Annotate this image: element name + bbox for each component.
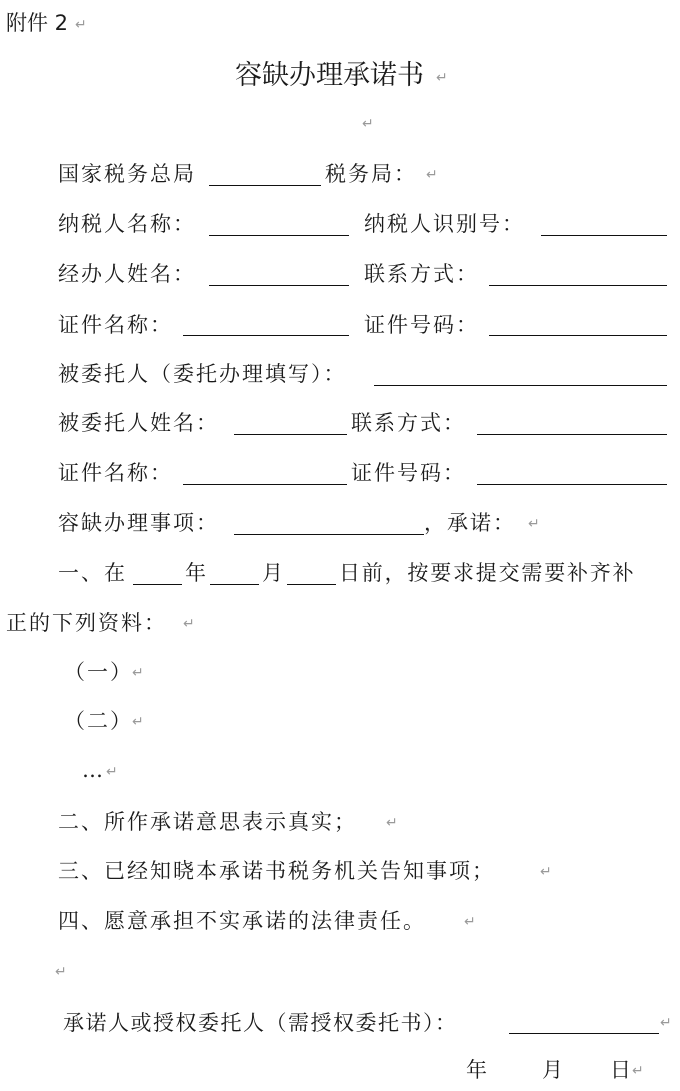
ellipsis-text: … [82, 758, 105, 782]
delegate-cert-name-label: 证件名称： [58, 461, 173, 485]
paragraph-mark-icon: ↵ [75, 17, 87, 33]
delegate-name-label: 被委托人姓名： [58, 411, 219, 435]
sign-year-label: 年 [466, 1058, 489, 1082]
paragraph-mark-icon: ↵ [426, 167, 438, 183]
paragraph-mark-icon: ↵ [362, 116, 374, 132]
taxpayer-name-label: 纳税人名称： [58, 212, 196, 236]
month-label: 月 [262, 561, 285, 585]
paragraph-mark-icon: ↵ [132, 665, 144, 681]
paragraph-mark-icon: ↵ [464, 914, 476, 930]
paragraph-mark-icon: ↵ [436, 70, 448, 86]
matter-label: 容缺办理事项： [58, 511, 219, 535]
year-blank[interactable] [133, 584, 182, 585]
sign-month-label: 月 [542, 1058, 565, 1082]
item-one-start: 一、在 [58, 561, 127, 585]
item-two: 二、所作承诺意思表示真实； [58, 810, 357, 834]
signature-label: 承诺人或授权委托人（需授权委托书）： [63, 1011, 458, 1035]
paragraph-mark-icon: ↵ [106, 764, 118, 780]
year-label: 年 [185, 561, 208, 585]
delegate-cert-no-label: 证件号码： [351, 461, 466, 485]
contact-label: 联系方式： [364, 262, 479, 286]
paragraph-mark-icon: ↵ [660, 1015, 672, 1031]
handler-name-label: 经办人姓名： [58, 262, 196, 286]
delegate-cert-no-blank[interactable] [477, 484, 667, 485]
item-one-continued: 正的下列资料： [6, 611, 167, 635]
contact-blank[interactable] [489, 285, 667, 286]
delegate-contact-label: 联系方式： [351, 411, 466, 435]
item-one-text: 日前，按要求提交需要补齐补 [339, 561, 636, 585]
delegate-label: 被委托人（委托办理填写）： [58, 362, 347, 386]
tax-bureau-prefix: 国家税务总局 [58, 162, 196, 186]
delegate-name-blank[interactable] [234, 434, 347, 435]
sub-item-one: （一） [64, 660, 133, 684]
cert-no-label: 证件号码： [364, 313, 479, 337]
month-blank[interactable] [210, 584, 259, 585]
taxpayer-name-blank[interactable] [209, 235, 349, 236]
tax-bureau-suffix: 税务局： [325, 162, 417, 186]
attachment-label: 附件 2 [6, 11, 69, 35]
matter-blank[interactable] [234, 534, 424, 535]
paragraph-mark-icon: ↵ [386, 815, 398, 831]
item-three: 三、已经知晓本承诺书税务机关告知事项； [58, 859, 495, 883]
cert-name-label: 证件名称： [58, 313, 173, 337]
item-four: 四、愿意承担不实承诺的法律责任。 [58, 909, 426, 933]
paragraph-mark-icon: ↵ [132, 714, 144, 730]
delegate-cert-name-blank[interactable] [183, 484, 347, 485]
taxpayer-id-label: 纳税人识别号： [364, 212, 525, 236]
paragraph-mark-icon: ↵ [55, 964, 67, 980]
cert-name-blank[interactable] [183, 335, 349, 336]
sign-day-label: 日 [610, 1058, 633, 1082]
promise-text: ，承诺： [424, 511, 516, 535]
taxpayer-id-blank[interactable] [541, 235, 667, 236]
paragraph-mark-icon: ↵ [540, 864, 552, 880]
paragraph-mark-icon: ↵ [632, 1063, 644, 1079]
delegate-blank[interactable] [374, 385, 667, 386]
sub-item-two: （二） [64, 709, 133, 733]
delegate-contact-blank[interactable] [477, 434, 667, 435]
page-title: 容缺办理承诺书 [235, 60, 424, 91]
cert-no-blank[interactable] [489, 335, 667, 336]
handler-name-blank[interactable] [209, 285, 349, 286]
tax-bureau-blank[interactable] [209, 185, 321, 186]
paragraph-mark-icon: ↵ [183, 616, 195, 632]
day-blank[interactable] [287, 584, 336, 585]
signature-blank[interactable] [509, 1033, 659, 1034]
paragraph-mark-icon: ↵ [528, 516, 540, 532]
